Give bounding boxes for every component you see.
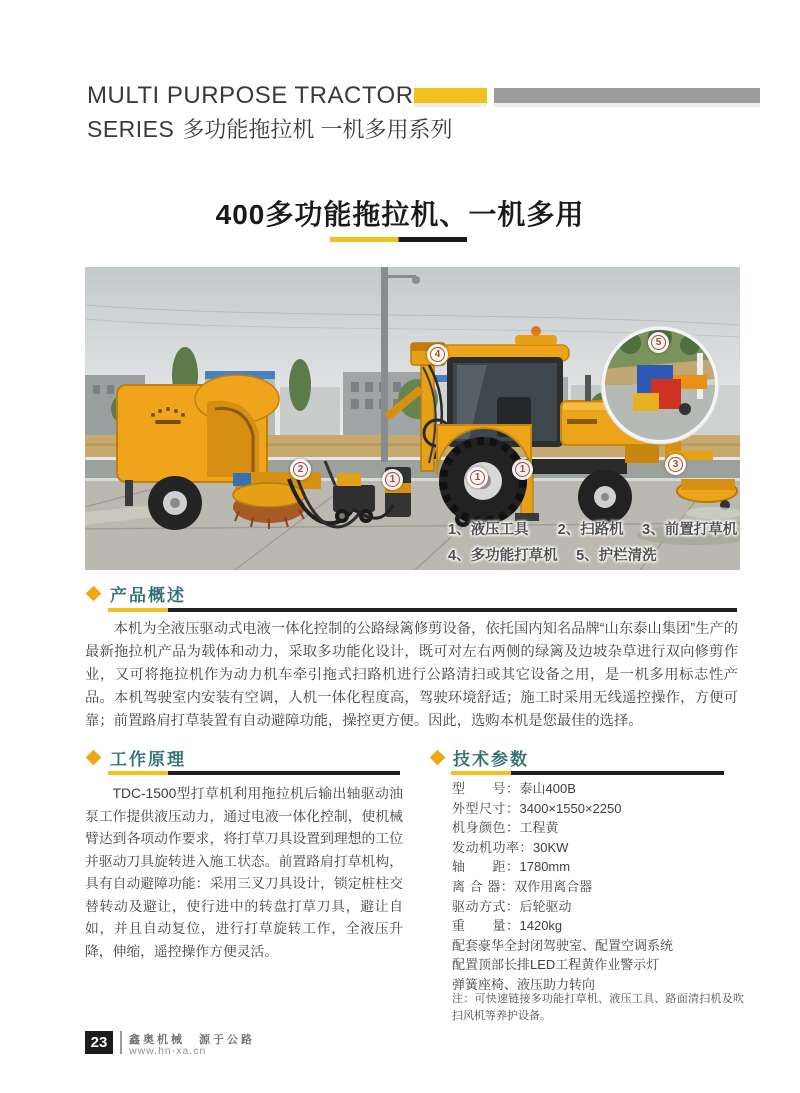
spec-value: 1780mm	[519, 859, 571, 875]
principle-body: TDC-1500型打草机利用拖拉机后输出轴驱动油泵工作提供液压动力，通过电液一体化控制，使机械臂达到各项动作要求，将打草刀具设置到理想的工位并驱动刀具旋转进入施工状态。前置路肩打草机构，具有自动避障功能：采用三叉刀具设计，锁定桩柱交替转动及避让，使行进中的转盘打草刀具，避让自如，并且自动复位，进行打草旋转工作，全液压升降，伸缩，遥控操作方便灵活。	[85, 786, 403, 959]
overview-body: 本机为全液压驱动式电液一体化控制的公路绿篱修剪设备，依托国内知名品牌“山东泰山集团”生产的最新拖拉机产品为载体和动力，采取多功能化设计，既可对左右两侧的绿篱及边坡杂草进行双向修剪作业，又可将拖拉机作为动力机车牵引拖式扫路机进行公路清扫或其它设备之用，是一机多用标志性产品。本机驾驶室内安装有空调，人机一体化程度高，驾驶环境舒适；施工时采用无线遥控操作，方便可靠；前置路肩打草装置有自动避障功能，操控更方便。因此，选购本机是您最佳的选择。	[85, 621, 738, 729]
specs-rule	[451, 771, 724, 775]
spec-value: 1420kg	[519, 918, 563, 934]
series-word: SERIES	[87, 116, 175, 142]
spec-label: 外型尺寸：	[452, 800, 520, 816]
spec-value: 泰山400B	[519, 781, 576, 796]
footer-brand: 鑫奥机械 源于公路	[129, 1034, 255, 1046]
caption-line-2: 4、多功能打草机 5、护栏清洗	[448, 548, 657, 564]
spec-label: 机身颜色：	[452, 820, 520, 836]
caption-line-1: 1、液压工具 2、扫路机 3、前置打草机	[448, 522, 738, 538]
spec-row	[452, 916, 740, 936]
series-title-en: MULTI PURPOSE TRACTOR	[87, 82, 414, 109]
callout-5: 5	[648, 332, 669, 353]
spec-value: 工程黄	[519, 820, 559, 836]
spec-label: 驱动方式：	[452, 898, 520, 914]
spec-row	[452, 818, 740, 838]
accent-bar-gray	[494, 88, 760, 103]
spec-row	[452, 779, 740, 799]
spec-extra-line: 弹簧座椅、液压助力转向	[452, 976, 596, 992]
callout-2: 2	[290, 459, 311, 480]
footer-divider	[120, 1031, 122, 1054]
spec-label: 轴 距：	[452, 859, 520, 875]
spec-value: 双作用离合器	[514, 878, 593, 894]
spec-value: 3400×1550×2250	[519, 800, 622, 816]
spec-extra-line: 配置顶部长排LED工程黄作业警示灯	[452, 957, 660, 973]
principle-heading: 工作原理	[110, 750, 186, 769]
callout-1b: 1	[467, 467, 488, 488]
spec-row	[452, 857, 740, 877]
series-header	[87, 82, 453, 144]
footer-website: www.hn-xa.cn	[129, 1045, 207, 1057]
spec-value: 30KW	[533, 839, 569, 855]
spec-row	[452, 877, 740, 897]
diamond-bullet-icon	[86, 750, 102, 766]
title-underline	[330, 237, 467, 242]
spec-row	[452, 838, 740, 858]
specs-heading: 技术参数	[453, 750, 529, 769]
spec-label: 发动机功率：	[452, 839, 534, 855]
spec-row	[452, 799, 740, 819]
overview-rule	[108, 608, 737, 612]
callout-1c: 1	[512, 459, 533, 480]
spec-label: 重 量：	[452, 918, 520, 934]
series-title-cn: 多功能拖拉机 一机多用系列	[182, 117, 453, 142]
specs-list	[452, 779, 740, 995]
callout-3: 3	[665, 454, 686, 475]
callout-1a: 1	[382, 469, 403, 490]
principle-rule	[108, 771, 400, 775]
specs-note: 注：可快速链接多功能打草机、液压工具、路面清扫机及吹扫风机等养护设备。	[452, 993, 744, 1022]
photo-caption	[448, 517, 737, 569]
accent-bar-yellow	[414, 88, 487, 103]
series-title-line2	[87, 113, 453, 144]
product-photo	[85, 267, 740, 570]
spec-extras	[452, 936, 740, 995]
overview-heading: 产品概述	[110, 586, 186, 605]
spec-extra-line: 配套豪华全封闭驾驶室、配置空调系统	[452, 937, 674, 953]
spec-value: 后轮驱动	[519, 898, 572, 914]
diamond-bullet-icon	[430, 750, 446, 766]
spec-label: 型 号：	[452, 781, 520, 796]
spec-row	[452, 897, 740, 917]
page-title: 400多功能拖拉机、一机多用	[215, 199, 585, 230]
spec-label: 离 合 器：	[452, 878, 515, 894]
callout-4: 4	[427, 344, 448, 365]
diamond-bullet-icon	[86, 586, 102, 602]
page-number: 23	[85, 1031, 113, 1054]
spec-rows	[452, 779, 740, 936]
